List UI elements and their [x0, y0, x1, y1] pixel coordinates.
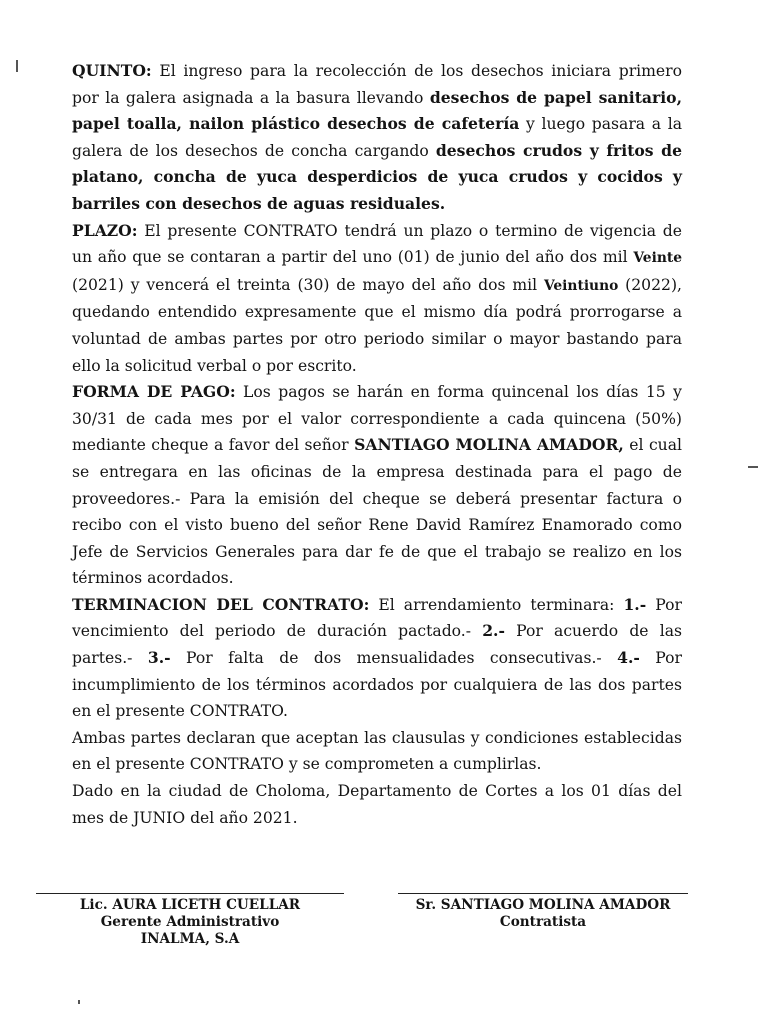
clause-text: (2021) y vencerá el treinta (30) de mayo del año dos mil: [72, 275, 544, 294]
clause-text: El ingreso para la recolección de los desechos iniciara primero por la galera asignada a la basura llevando: [72, 62, 682, 107]
signer-title: Gerente Administrativo: [100, 914, 280, 930]
clause-heading: FORMA DE PAGO:: [72, 382, 236, 402]
clause-terminacion: [72, 592, 682, 725]
signer-name: Lic. AURA LICETH CUELLAR: [79, 897, 301, 913]
clause-forma-de-pago: [72, 379, 682, 592]
clause-number: 1.-: [623, 594, 647, 614]
clause-text: Por falta de dos mensualidades consecutivas.-: [170, 649, 618, 668]
signature-block-right: [398, 893, 688, 931]
clause-text: Por acuerdo de las partes.-: [72, 622, 682, 668]
clause-quinto: [72, 58, 682, 218]
clause-heading: TERMINACION DEL CONTRATO:: [72, 594, 370, 614]
clause-text: El arrendamiento terminara:: [369, 595, 624, 614]
signature-line: [398, 893, 688, 894]
signer-name: Sr. SANTIAGO MOLINA AMADOR: [415, 897, 671, 913]
scan-mark-bottom: [78, 1000, 80, 1004]
clause-text: el cual se entregara en las oficinas de la empresa destinada para el pago de proveedores.- Para la emisión del cheque se deberá presentar factura o recibo con el visto bueno del señor Rene David Ramírez Enamorado como Jefe de Servicios Generales para dar fe de que el trabajo se realizo en los términos acordados.: [72, 436, 683, 588]
scan-mark-left: [16, 60, 18, 72]
clause-bold-text: Veintiuno: [543, 277, 619, 294]
clause-text: Por vencimiento del periodo de duración pactado.-: [72, 595, 682, 641]
clause-text: Por incumplimiento de los términos acordados por cualquiera de las dos partes en el presente CONTRATO.: [72, 649, 682, 721]
clause-bold-text: desechos de papel sanitario, papel toalla, nailon plástico desechos de cafetería: [72, 87, 683, 134]
clause-text: Los pagos se harán en forma quincenal los días 15 y 30/31 de cada mes por el valor correspondiente a cada quincena (50%) mediante cheque a favor del señor: [72, 383, 682, 455]
signer-company: INALMA, S.A: [140, 931, 240, 947]
clause-text: (2022), quedando entendido expresamente que el mismo día podrá prorrogarse a voluntad de ambas partes por otro periodo similar o mayor bastando para ello la solicitud verbal o por escrito.: [72, 275, 682, 375]
clause-number: 4.-: [617, 648, 640, 668]
clause-number: 2.-: [482, 621, 505, 641]
clause-bold-text: Veinte: [633, 250, 682, 267]
clause-plazo: [72, 218, 682, 380]
clause-number: 3.-: [147, 648, 171, 668]
clause-text: El presente CONTRATO tendrá un plazo o termino de vigencia de un año que se contaran a partir del uno (01) de junio del año dos mil: [72, 221, 682, 267]
agreement-paragraph: Ambas partes declaran que aceptan las clausulas y condiciones establecidas en el presente CONTRATO y se comprometen a cumplirlas.: [72, 728, 682, 774]
clause-heading: PLAZO:: [72, 220, 138, 240]
signature-line: [36, 893, 344, 894]
date-paragraph: Dado en la ciudad de Choloma, Departamento de Cortes a los 01 días del mes de JUNIO del año 2021.: [72, 782, 682, 827]
clause-text: y luego pasara a la galera de los desechos de concha cargando: [72, 115, 683, 160]
clause-bold-text: desechos crudos y fritos de platano, concha de yuca desperdicios de yuca crudos y cocidos y barriles con desechos de aguas residuales.: [72, 140, 682, 213]
clause-heading: QUINTO:: [72, 61, 152, 80]
clause-bold-text: SANTIAGO MOLINA AMADOR,: [354, 435, 624, 455]
contract-body: [72, 58, 682, 831]
signer-title: Contratista: [499, 914, 587, 930]
signature-block-left: [36, 893, 344, 948]
scan-mark-right: [748, 466, 758, 468]
